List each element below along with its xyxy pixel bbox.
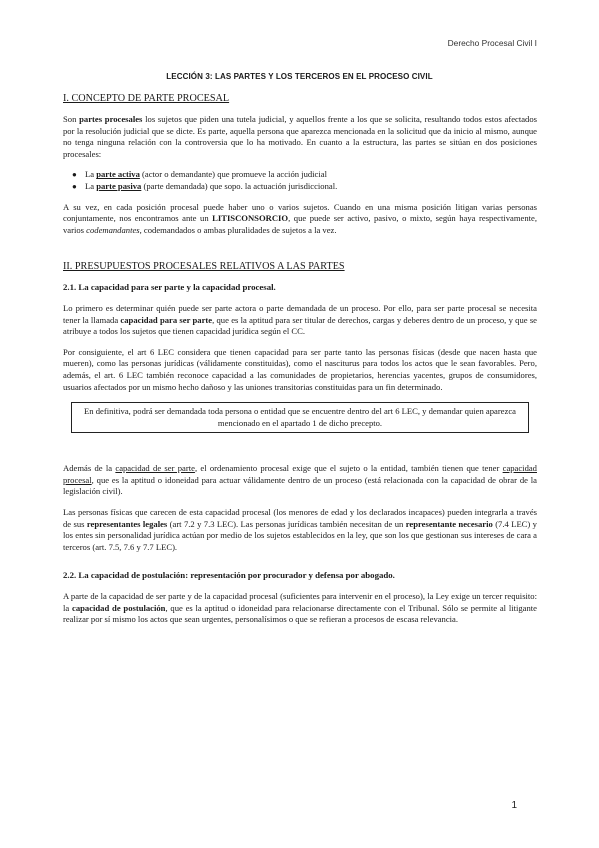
boxed-summary-note: En definitiva, podrá ser demandada toda persona o entidad que se encuentre dentro del art 6 LEC, y demandar quien aparezca mencionado en el apartado 1 de dicho precepto. xyxy=(71,402,529,433)
term-parte-activa: parte activa xyxy=(96,169,140,180)
term-partes-procesales: partes procesales xyxy=(79,114,143,124)
paragraph-capacidad-para-ser-parte: Lo primero es determinar quién puede ser parte actora o parte demandada de un proceso. Por ello, para ser parte procesal se necesita tener la llamada capacidad para ser parte, que es la aptitud para ser titular de derechos, cargas y deberes dentro de un proceso, y que se atribuye a todos los sujetos que tienen capacidad jurídica según el CC. xyxy=(63,302,537,337)
term-capacidad-procesal: capacidad procesal xyxy=(63,463,537,485)
page-number: 1 xyxy=(511,800,517,811)
running-header: Derecho Procesal Civil I xyxy=(447,38,537,48)
section-heading-concepto: I. CONCEPTO DE PARTE PROCESAL xyxy=(63,93,230,104)
paragraph-partes-procesales: Son partes procesales los sujetos que piden una tutela judicial, y aquellos frente a los que se solicita, resultando todos estos afectados por la resolución judicial que se dicte. Es parte, aquella persona que aparezca mencionada en la solicitud que da inicio al mismo, aunque no tenga ninguna relación con la controversia que lo ha motivado. En cuanto a la estructura, las partes se sitúan en dos posiciones procesales: xyxy=(63,114,537,159)
subsection-heading-postulacion: 2.2. La capacidad de postulación: representación por procurador y defensa por abogado. xyxy=(63,570,395,581)
document-body xyxy=(63,92,537,635)
term-representante-necesario: representante necesario xyxy=(405,518,493,529)
bullet-icon: ● xyxy=(72,170,77,180)
section-heading-presupuestos: II. PRESUPUESTOS PROCESALES RELATIVOS A LAS PARTES xyxy=(63,261,345,273)
paragraph-art-6-lec: Por consiguiente, el art 6 LEC considera que tienen capacidad para ser parte tanto las personas físicas (desde que nacen hasta que mueren), como las personas jurídicas (válidamente constituidas), como el nasciturus para todos los actos que le sean favorables. Pero, además, el art. 6 LEC también reconoce capacidad a las comunidades de propietarios, herencias yacentes, grupos de consumidores, usuarios afectados por un mismo hecho dañoso y las uniones transitorias constituidas para un fin determinado. xyxy=(63,346,537,392)
term-capacidad-de-ser-parte: capacidad de ser parte xyxy=(115,463,195,474)
paragraph-representantes: Las personas físicas que carecen de esta capacidad procesal (los menores de edad y los declarados incapaces) pueden integrarla a través de sus representantes legales (art 7.2 y 7.3 LEC). Las personas jurídicas también necesitan de un representante necesario (7.4 LEC) y los entes sin personalidad jurídica actúan por medio de los sujetos establecidos en la ley, que son los que gestionan sus intereses de cara a terceros (art. 7.5, 7.6 y 7.7 LEC). xyxy=(63,507,537,552)
term-capacidad-para-ser-parte: capacidad para ser parte xyxy=(120,314,213,325)
bullet-list-posiciones xyxy=(63,169,537,192)
spacer xyxy=(63,245,537,260)
term-litisconsorcio: LITISCONSORCIO xyxy=(212,213,289,224)
list-item: ● La parte pasiva (parte demandada) que sopo. la actuación jurisdiccional. xyxy=(72,180,338,191)
term-codemandantes: codemandantes xyxy=(86,224,140,235)
term-representantes-legales: representantes legales xyxy=(86,518,168,529)
spacer xyxy=(63,562,537,570)
list-item: ● La parte activa (actor o demandante) que promueve la acción judicial xyxy=(72,169,327,180)
subsection-heading-capacidad: 2.1. La capacidad para ser parte y la capacidad procesal. xyxy=(63,282,276,293)
bullet-icon: ● xyxy=(72,181,77,191)
paragraph-litisconsorcio: A su vez, en cada posición procesal puede haber uno o varios sujetos. Cuando en una misma posición litigan varias personas conjuntamente, nos encontramos ante un LITISCONSORCIO, que puede ser activo, pasivo, o mixto, según haya respectivamente, varios codemandantes, codemandados o ambas pluralidades de sujetos a la vez. xyxy=(63,201,537,235)
term-capacidad-de-postulacion: capacidad de postulación xyxy=(72,602,166,613)
paragraph-capacidad-postulacion: A parte de la capacidad de ser parte y de la capacidad procesal (suficientes para intervenir en el proceso), la Ley exige un tercer requisito: la capacidad de postulación, que es la aptitud o idoneidad para relacionarse directamente con el Tribunal. Sólo se permite al litigante realizar por sí mismo los actos que sean urgentes, personalísimos o que se refieran a procesos de escasa relevancia. xyxy=(63,591,537,625)
term-parte-pasiva: parte pasiva xyxy=(96,180,142,191)
paragraph-capacidad-procesal: Además de la capacidad de ser parte, el ordenamiento procesal exige que el sujeto o la entidad, también tienen que tener capacidad procesal, que es la aptitud o idoneidad para actuar válidamente dentro de un proceso (está relacionada con la capacidad de obrar de la legislación civil). xyxy=(63,463,537,497)
lesson-title: LECCIÓN 3: LAS PARTES Y LOS TERCEROS EN EL PROCESO CIVIL xyxy=(166,72,433,81)
